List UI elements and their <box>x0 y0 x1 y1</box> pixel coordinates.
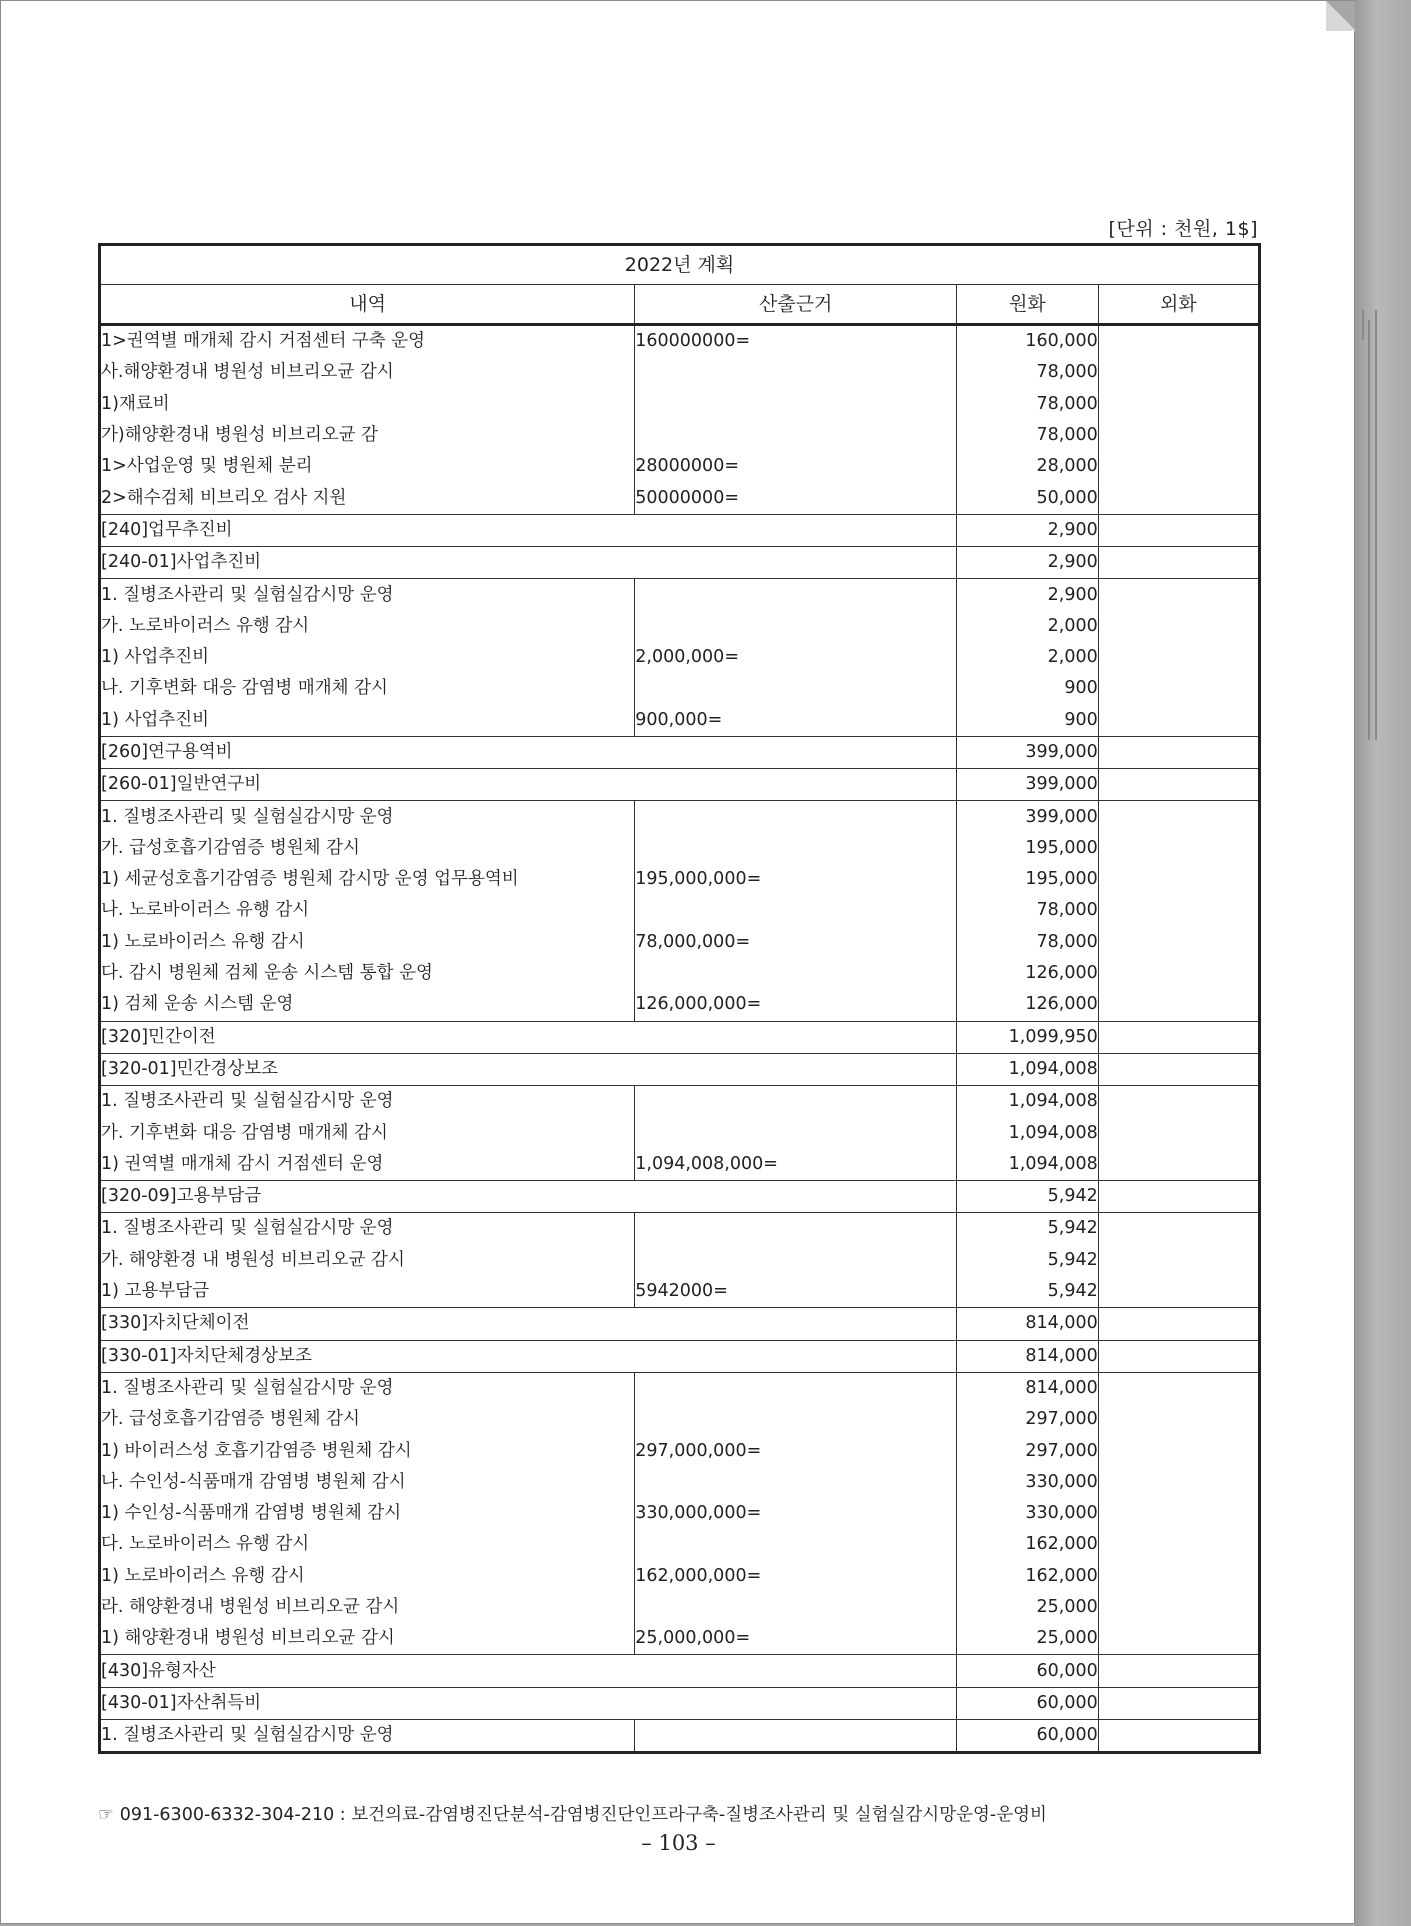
cell-krw: 1,099,950 <box>957 1021 1099 1053</box>
table-row <box>100 801 1260 833</box>
cell-desc: 사.해양환경내 병원성 비브리오균 감시 <box>100 357 635 388</box>
cell-basis: 28000000= <box>635 451 957 482</box>
cell-desc: [320]민간이전 <box>100 1021 957 1053</box>
cell-desc: 2>해수검체 비브리오 검사 지원 <box>100 482 635 514</box>
cell-basis <box>635 1213 957 1245</box>
cell-krw: 162,000 <box>957 1561 1099 1592</box>
cell-desc: 1) 권역별 매개체 감시 거점센터 운영 <box>100 1149 635 1181</box>
cell-krw: 5,942 <box>957 1245 1099 1276</box>
cell-desc: [260-01]일반연구비 <box>100 769 957 801</box>
cell-fx <box>1098 895 1259 926</box>
table-row <box>100 1308 1260 1340</box>
table-row <box>100 1687 1260 1719</box>
cell-basis <box>635 1117 957 1148</box>
cell-krw: 297,000 <box>957 1435 1099 1466</box>
cell-fx <box>1098 1181 1259 1213</box>
cell-fx <box>1098 611 1259 642</box>
cell-desc: 나. 노로바이러스 유행 감시 <box>100 895 635 926</box>
table-row <box>100 927 1260 958</box>
cell-desc: [320-09]고용부담금 <box>100 1181 957 1213</box>
table-row <box>100 482 1260 514</box>
cell-desc: 1. 질병조사관리 및 실험실감시망 운영 <box>100 1086 635 1118</box>
cell-krw: 399,000 <box>957 736 1099 768</box>
cell-fx <box>1098 1498 1259 1529</box>
page-number: – 103 – <box>641 1831 716 1855</box>
cell-fx <box>1098 1720 1259 1753</box>
table-row <box>100 514 1260 546</box>
cell-desc: [320-01]민간경상보조 <box>100 1053 957 1085</box>
cell-desc: 1) 사업추진비 <box>100 705 635 737</box>
cell-fx <box>1098 1529 1259 1560</box>
cell-fx <box>1098 1467 1259 1498</box>
cell-basis: 25,000,000= <box>635 1623 957 1655</box>
table-row <box>100 642 1260 673</box>
cell-basis: 1,094,008,000= <box>635 1149 957 1181</box>
cell-desc: [240]업무추진비 <box>100 514 957 546</box>
cell-desc: [430]유형자산 <box>100 1655 957 1687</box>
cell-krw: 2,900 <box>957 514 1099 546</box>
cell-fx <box>1098 1213 1259 1245</box>
cell-desc: 1>사업운영 및 병원체 분리 <box>100 451 635 482</box>
cell-fx <box>1098 736 1259 768</box>
cell-krw: 162,000 <box>957 1529 1099 1560</box>
cell-fx <box>1098 1245 1259 1276</box>
page-fold-corner <box>1326 1 1356 31</box>
cell-krw: 78,000 <box>957 357 1099 388</box>
cell-desc: 1) 수인성-식품매개 감염병 병원체 감시 <box>100 1498 635 1529</box>
table-row <box>100 420 1260 451</box>
cell-desc: 가. 급성호흡기감염증 병원체 감시 <box>100 833 635 864</box>
cell-fx <box>1098 1086 1259 1118</box>
cell-fx <box>1098 769 1259 801</box>
cell-basis <box>635 801 957 833</box>
cell-basis <box>635 1592 957 1623</box>
cell-fx <box>1098 1340 1259 1372</box>
cell-desc: 1) 고용부담금 <box>100 1276 635 1308</box>
cell-krw: 78,000 <box>957 420 1099 451</box>
cell-krw: 60,000 <box>957 1655 1099 1687</box>
col-header-desc: 내역 <box>100 285 635 325</box>
cell-basis: 5942000= <box>635 1276 957 1308</box>
cell-basis <box>635 420 957 451</box>
table-row <box>100 1372 1260 1404</box>
cell-krw: 900 <box>957 673 1099 704</box>
budget-plan-table <box>98 243 1261 1754</box>
cell-krw: 60,000 <box>957 1720 1099 1753</box>
cell-krw: 814,000 <box>957 1308 1099 1340</box>
cell-krw: 814,000 <box>957 1372 1099 1404</box>
cell-krw: 1,094,008 <box>957 1086 1099 1118</box>
cell-desc: 1. 질병조사관리 및 실험실감시망 운영 <box>100 1720 635 1753</box>
cell-fx <box>1098 1053 1259 1085</box>
cell-basis <box>635 389 957 420</box>
cell-basis: 330,000,000= <box>635 1498 957 1529</box>
table-row <box>100 325 1260 358</box>
cell-basis: 162,000,000= <box>635 1561 957 1592</box>
cell-krw: 399,000 <box>957 769 1099 801</box>
table-row <box>100 1021 1260 1053</box>
cell-basis <box>635 611 957 642</box>
cell-basis <box>635 895 957 926</box>
cell-krw: 1,094,008 <box>957 1149 1099 1181</box>
table-row <box>100 1623 1260 1655</box>
cell-desc: 가. 해양환경 내 병원성 비브리오균 감시 <box>100 1245 635 1276</box>
cell-fx <box>1098 673 1259 704</box>
table-row <box>100 547 1260 579</box>
cell-basis: 297,000,000= <box>635 1435 957 1466</box>
table-row <box>100 1181 1260 1213</box>
cell-desc: 가)해양환경내 병원성 비브리오균 감 <box>100 420 635 451</box>
cell-krw: 2,000 <box>957 642 1099 673</box>
cell-krw: 78,000 <box>957 927 1099 958</box>
cell-desc: 1)재료비 <box>100 389 635 420</box>
cell-fx <box>1098 1592 1259 1623</box>
cell-desc: 1) 세균성호흡기감염증 병원체 감시망 운영 업무용역비 <box>100 864 635 895</box>
cell-desc: 가. 기후변화 대응 감염병 매개체 감시 <box>100 1117 635 1148</box>
cell-krw: 195,000 <box>957 833 1099 864</box>
cell-krw: 5,942 <box>957 1213 1099 1245</box>
cell-fx <box>1098 1021 1259 1053</box>
cell-krw: 160,000 <box>957 325 1099 358</box>
cell-fx <box>1098 989 1259 1021</box>
cell-desc: [240-01]사업추진비 <box>100 547 957 579</box>
table-row <box>100 611 1260 642</box>
cell-desc: [330-01]자치단체경상보조 <box>100 1340 957 1372</box>
cell-fx <box>1098 357 1259 388</box>
cell-basis: 160000000= <box>635 325 957 358</box>
cell-basis <box>635 1720 957 1753</box>
cell-basis: 2,000,000= <box>635 642 957 673</box>
cell-krw: 814,000 <box>957 1340 1099 1372</box>
col-header-basis: 산출근거 <box>635 285 957 325</box>
table-row <box>100 1149 1260 1181</box>
table-body <box>100 325 1260 1753</box>
cell-fx <box>1098 642 1259 673</box>
table-row <box>100 705 1260 737</box>
cell-fx <box>1098 801 1259 833</box>
cell-basis <box>635 1529 957 1560</box>
cell-desc: 1) 해양환경내 병원성 비브리오균 감시 <box>100 1623 635 1655</box>
cell-krw: 2,900 <box>957 547 1099 579</box>
table-row <box>100 958 1260 989</box>
table-row <box>100 864 1260 895</box>
cell-desc: 다. 감시 병원체 검체 운송 시스템 통합 운영 <box>100 958 635 989</box>
cell-fx <box>1098 1404 1259 1435</box>
cell-fx <box>1098 864 1259 895</box>
cell-basis <box>635 357 957 388</box>
cell-fx <box>1098 325 1259 358</box>
cell-fx <box>1098 1561 1259 1592</box>
table-row <box>100 1529 1260 1560</box>
footnote <box>98 1801 1047 1826</box>
table-row <box>100 1276 1260 1308</box>
table-row <box>100 833 1260 864</box>
cell-fx <box>1098 482 1259 514</box>
cell-desc: 1) 바이러스성 호흡기감염증 병원체 감시 <box>100 1435 635 1466</box>
unit-label: [단위 : 천원, 1$] <box>1108 218 1258 240</box>
col-header-fx: 외화 <box>1098 285 1259 325</box>
cell-desc: 1. 질병조사관리 및 실험실감시망 운영 <box>100 579 635 611</box>
cell-krw: 78,000 <box>957 389 1099 420</box>
cell-fx <box>1098 1372 1259 1404</box>
cell-krw: 5,942 <box>957 1276 1099 1308</box>
table-row <box>100 451 1260 482</box>
cell-desc: 1. 질병조사관리 및 실험실감시망 운영 <box>100 801 635 833</box>
cell-fx <box>1098 1117 1259 1148</box>
cell-fx <box>1098 958 1259 989</box>
cell-basis: 195,000,000= <box>635 864 957 895</box>
cell-desc: 1. 질병조사관리 및 실험실감시망 운영 <box>100 1372 635 1404</box>
cell-fx <box>1098 451 1259 482</box>
cell-desc: [260]연구용역비 <box>100 736 957 768</box>
table-row <box>100 895 1260 926</box>
cell-krw: 297,000 <box>957 1404 1099 1435</box>
cell-desc: 가. 노로바이러스 유행 감시 <box>100 611 635 642</box>
cell-krw: 330,000 <box>957 1467 1099 1498</box>
cell-krw: 900 <box>957 705 1099 737</box>
cell-krw: 1,094,008 <box>957 1117 1099 1148</box>
cell-fx <box>1098 1655 1259 1687</box>
cell-krw: 399,000 <box>957 801 1099 833</box>
footnote-text: 091-6300-6332-304-210 : 보건의료-감염병진단분석-감염병진단인프라구축-질병조사관리 및 실험실감시망운영-운영비 <box>119 1805 1047 1825</box>
cell-krw: 25,000 <box>957 1592 1099 1623</box>
table-row <box>100 1561 1260 1592</box>
cell-krw: 126,000 <box>957 989 1099 1021</box>
cell-krw: 5,942 <box>957 1181 1099 1213</box>
cell-krw: 25,000 <box>957 1623 1099 1655</box>
table-row <box>100 1086 1260 1118</box>
cell-fx <box>1098 389 1259 420</box>
table-row <box>100 1245 1260 1276</box>
table-row <box>100 1340 1260 1372</box>
cell-desc: 1) 노로바이러스 유행 감시 <box>100 927 635 958</box>
cell-krw: 126,000 <box>957 958 1099 989</box>
cell-fx <box>1098 579 1259 611</box>
cell-desc: 1) 검체 운송 시스템 운영 <box>100 989 635 1021</box>
year-header: 2022년 계획 <box>100 245 1260 285</box>
table-row <box>100 1213 1260 1245</box>
table-row <box>100 1467 1260 1498</box>
cell-basis <box>635 1372 957 1404</box>
cell-fx <box>1098 514 1259 546</box>
cell-fx <box>1098 1308 1259 1340</box>
cell-desc: 다. 노로바이러스 유행 감시 <box>100 1529 635 1560</box>
cell-fx <box>1098 705 1259 737</box>
table-row <box>100 1117 1260 1148</box>
cell-fx <box>1098 1276 1259 1308</box>
cell-desc: 나. 수인성-식품매개 감염병 병원체 감시 <box>100 1467 635 1498</box>
cell-fx <box>1098 1687 1259 1719</box>
page-edge-shadow <box>1355 0 1411 1926</box>
cell-basis: 50000000= <box>635 482 957 514</box>
cell-desc: 라. 해양환경내 병원성 비브리오균 감시 <box>100 1592 635 1623</box>
table-row <box>100 579 1260 611</box>
cell-desc: 1) 노로바이러스 유행 감시 <box>100 1561 635 1592</box>
cell-krw: 78,000 <box>957 895 1099 926</box>
cell-desc: 가. 급성호흡기감염증 병원체 감시 <box>100 1404 635 1435</box>
cell-desc: 나. 기후변화 대응 감염병 매개체 감시 <box>100 673 635 704</box>
cell-basis <box>635 1086 957 1118</box>
cell-fx <box>1098 547 1259 579</box>
table-row <box>100 1404 1260 1435</box>
cell-krw: 28,000 <box>957 451 1099 482</box>
table-row <box>100 357 1260 388</box>
cell-basis: 78,000,000= <box>635 927 957 958</box>
cell-fx <box>1098 1623 1259 1655</box>
cell-desc: 1. 질병조사관리 및 실험실감시망 운영 <box>100 1213 635 1245</box>
cell-desc: [430-01]자산취득비 <box>100 1687 957 1719</box>
table-row <box>100 673 1260 704</box>
cell-krw: 60,000 <box>957 1687 1099 1719</box>
cell-krw: 50,000 <box>957 482 1099 514</box>
table-row <box>100 1498 1260 1529</box>
cell-desc: [330]자치단체이전 <box>100 1308 957 1340</box>
table-row <box>100 1655 1260 1687</box>
table-row <box>100 989 1260 1021</box>
cell-fx <box>1098 833 1259 864</box>
table-row <box>100 389 1260 420</box>
cell-basis <box>635 579 957 611</box>
cell-desc: 1) 사업추진비 <box>100 642 635 673</box>
table-row <box>100 1053 1260 1085</box>
cell-basis <box>635 673 957 704</box>
table-row <box>100 1435 1260 1466</box>
pointing-hand-icon: ☞ <box>98 1805 114 1825</box>
cell-krw: 195,000 <box>957 864 1099 895</box>
cell-basis: 126,000,000= <box>635 989 957 1021</box>
table-row <box>100 1720 1260 1753</box>
cell-krw: 1,094,008 <box>957 1053 1099 1085</box>
cell-desc: 1>권역별 매개체 감시 거점센터 구축 운영 <box>100 325 635 358</box>
cell-fx <box>1098 927 1259 958</box>
cell-krw: 2,900 <box>957 579 1099 611</box>
cell-krw: 2,000 <box>957 611 1099 642</box>
table-row <box>100 736 1260 768</box>
cell-krw: 330,000 <box>957 1498 1099 1529</box>
cell-basis <box>635 833 957 864</box>
cell-basis <box>635 1245 957 1276</box>
cell-basis <box>635 1404 957 1435</box>
cell-fx <box>1098 420 1259 451</box>
col-header-krw: 원화 <box>957 285 1099 325</box>
cell-fx <box>1098 1149 1259 1181</box>
cell-basis <box>635 958 957 989</box>
table-row <box>100 769 1260 801</box>
table-row <box>100 1592 1260 1623</box>
cell-fx <box>1098 1435 1259 1466</box>
cell-basis: 900,000= <box>635 705 957 737</box>
cell-basis <box>635 1467 957 1498</box>
